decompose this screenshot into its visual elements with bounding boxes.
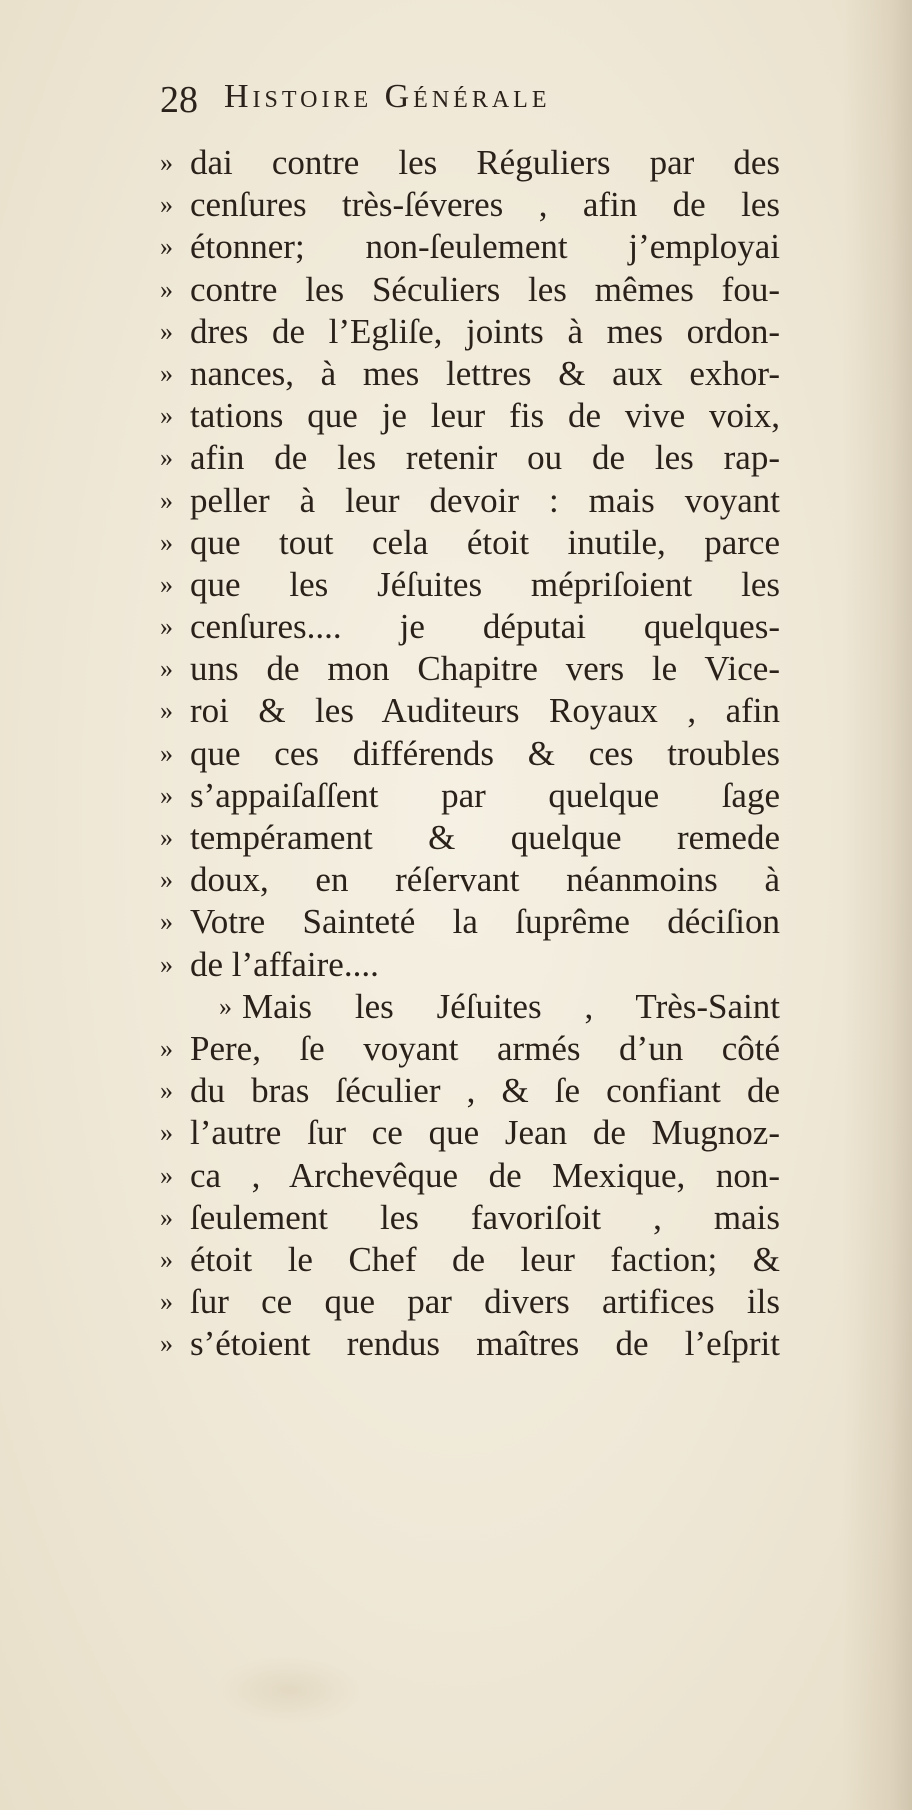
text-line <box>160 353 780 395</box>
text-line <box>160 311 780 353</box>
quote-mark: » <box>160 1033 173 1063</box>
text-line <box>160 901 780 943</box>
line-text: Pere, ſe voyant armés d’un côté <box>190 1028 780 1068</box>
line-text: peller à leur devoir : mais voyant <box>190 480 780 520</box>
quote-mark: » <box>219 991 232 1021</box>
line-text: étonner; non-ſeulement j’employai <box>190 227 780 267</box>
paragraph-start-line <box>160 986 780 1028</box>
quote-mark: » <box>160 654 173 684</box>
quote-mark: » <box>160 316 173 346</box>
text-line <box>160 944 780 986</box>
line-text: que ces différends & ces troubles <box>190 733 780 773</box>
quote-mark: » <box>160 232 173 262</box>
quote-mark: » <box>160 1202 173 1232</box>
quote-mark: » <box>160 148 173 177</box>
line-text: cenſures.... je députai quelques- <box>190 607 780 647</box>
text-line <box>160 1070 780 1112</box>
line-text: dres de l’Egliſe, joints à mes ordon- <box>190 311 780 351</box>
line-text: nances, à mes lettres & aux exhor- <box>190 353 780 393</box>
line-text: dai contre les Réguliers par des <box>190 143 780 182</box>
text-line <box>160 480 780 522</box>
line-text: cenſures très-ſéveres , afin de les <box>190 185 780 225</box>
text-line <box>160 226 780 268</box>
quote-mark: » <box>160 696 173 726</box>
quote-mark: » <box>160 907 173 937</box>
page-header <box>160 78 780 128</box>
body-text <box>160 142 780 1365</box>
text-line <box>160 184 780 226</box>
quote-mark: » <box>160 865 173 895</box>
line-text: s’appaiſaſſent par quelque ſage <box>190 775 780 815</box>
quote-mark: » <box>160 485 173 515</box>
line-text: s’étoient rendus maîtres de l’eſprit <box>190 1324 780 1364</box>
line-text: ſur ce que par divers artifices ils <box>190 1282 780 1322</box>
text-line <box>160 817 780 859</box>
line-text: ca , Archevêque de Mexique, non- <box>190 1155 780 1195</box>
line-text: doux, en réſervant néanmoins à <box>190 860 780 900</box>
text-line <box>160 564 780 606</box>
quote-mark: » <box>160 358 173 388</box>
line-text: tempérament & quelque remede <box>190 818 780 857</box>
quote-mark: » <box>160 274 173 304</box>
text-line <box>160 1197 780 1239</box>
line-text: ſeulement les favoriſoit , mais <box>190 1197 780 1237</box>
quote-mark: » <box>160 738 173 768</box>
text-line <box>160 395 780 437</box>
line-text: que les Jéſuites mépriſoient les <box>190 564 780 604</box>
quote-mark: » <box>160 190 173 220</box>
ink-bleed-stain <box>215 1655 365 1725</box>
quote-mark: » <box>160 1244 173 1274</box>
quote-mark: » <box>160 1076 173 1106</box>
line-text: du bras ſéculier , & ſe confiant de <box>190 1071 780 1111</box>
quote-mark: » <box>160 401 173 431</box>
line-text: contre les Séculiers les mêmes fou- <box>190 269 780 309</box>
line-text: tations que je leur fis de vive voix, <box>190 396 780 436</box>
text-line <box>160 1239 780 1281</box>
quote-mark: » <box>160 527 173 557</box>
text-line <box>160 648 780 690</box>
line-text: de l’affaire.... <box>190 944 379 984</box>
text-line <box>160 733 780 775</box>
running-head: Histoire Générale <box>224 78 551 115</box>
text-line <box>160 437 780 479</box>
text-line <box>160 1155 780 1197</box>
text-line <box>160 1028 780 1070</box>
text-line <box>160 1281 780 1323</box>
text-line <box>160 142 780 184</box>
quote-mark: » <box>160 1287 173 1317</box>
line-text: afin de les retenir ou de les rap- <box>190 438 780 478</box>
quote-mark: » <box>160 949 173 979</box>
line-text: Mais les Jéſuites , Très-Saint <box>242 986 780 1026</box>
text-line <box>160 775 780 817</box>
line-text: que tout cela étoit inutile, parce <box>190 522 780 562</box>
quote-mark: » <box>160 780 173 810</box>
text-line <box>160 269 780 311</box>
quote-mark: » <box>160 612 173 642</box>
text-line <box>160 859 780 901</box>
line-text: Votre Sainteté la ſuprême déciſion <box>190 902 780 942</box>
quote-mark: » <box>160 569 173 599</box>
line-text: étoit le Chef de leur faction; & <box>190 1239 780 1279</box>
quote-mark: » <box>160 1118 173 1148</box>
text-line <box>160 690 780 732</box>
text-line <box>160 522 780 564</box>
page-number: 28 <box>160 79 198 121</box>
text-line <box>160 1323 780 1365</box>
line-text: roi & les Auditeurs Royaux , afin <box>190 691 780 731</box>
text-line <box>160 606 780 648</box>
quote-mark: » <box>160 823 173 852</box>
quote-mark: » <box>160 1160 173 1190</box>
text-line <box>160 1112 780 1154</box>
line-text: uns de mon Chapitre vers le Vice- <box>190 649 780 689</box>
line-text: l’autre ſur ce que Jean de Mugnoz- <box>190 1113 780 1153</box>
quote-mark: » <box>160 443 173 473</box>
quote-mark: » <box>160 1329 173 1359</box>
